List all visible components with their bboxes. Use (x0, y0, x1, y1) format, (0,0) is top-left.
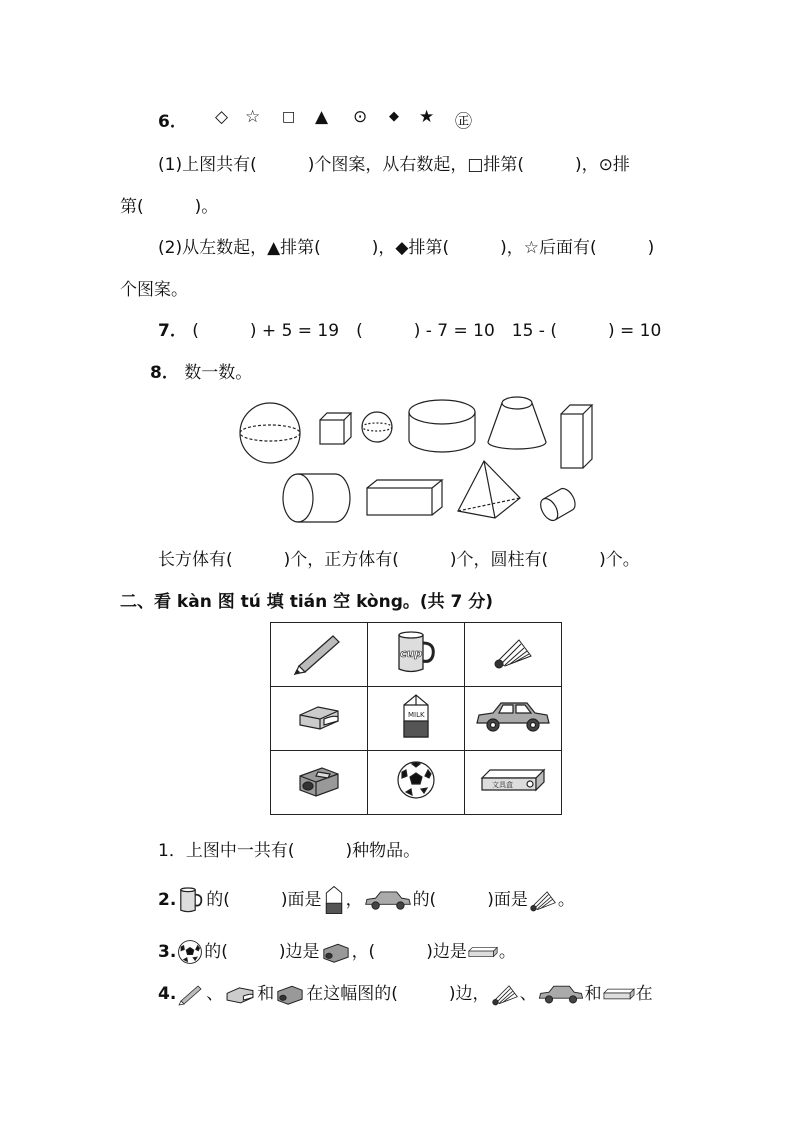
grid-cell-shuttlecock (465, 623, 562, 687)
s2-q3 (158, 932, 516, 972)
pencil-box-icon (602, 986, 636, 1002)
pyramid-shape (458, 461, 520, 518)
cylinder-small-shape (537, 486, 578, 524)
cup-mug-icon (391, 627, 441, 677)
q8-number: 8． (150, 363, 179, 383)
diamond-filled-icon: ◆ (389, 109, 399, 124)
s2-q3-number: 3. (158, 942, 177, 962)
grid-cell-car (465, 687, 562, 751)
s2-q2-text-d: 。 (557, 890, 575, 910)
solid-shapes-figure (230, 390, 600, 530)
s2-q4 (158, 974, 653, 1014)
eraser-icon (294, 699, 344, 733)
grid-cell-milk (368, 687, 465, 751)
circle-dot-icon: ⊙ (353, 107, 368, 127)
pencil-sharpener-icon (320, 939, 352, 965)
grid-cell-eraser (271, 687, 368, 751)
q7-number: 7． (158, 321, 187, 341)
eraser-icon (223, 982, 257, 1006)
diamond-outline-icon: ◇ (215, 107, 229, 127)
q6-part1-line2: 第( )。 (120, 197, 219, 217)
cylinder-horizontal-shape (283, 474, 350, 522)
shuttlecock-icon (490, 981, 520, 1007)
q8-answer: 长方体有( )个，正方体有( )个，圆柱有( )个。 (158, 550, 640, 570)
pencil-sharpener-icon (294, 760, 344, 800)
s2-q4-text-b: 和 (257, 984, 275, 1004)
cup-label: cup (400, 647, 423, 660)
cup-mug-icon (176, 885, 206, 915)
s2-q2-text-c: 的( )面是 (412, 890, 528, 910)
s2-q3-text-c: 。 (498, 942, 516, 962)
objects-grid (270, 622, 562, 815)
s2-q2-text-b: ， (345, 890, 363, 910)
q7-line (158, 316, 661, 341)
triangle-filled-icon: ▲ (315, 107, 329, 127)
s2-q4-number: 4. (158, 984, 177, 1004)
milk-carton-icon (322, 884, 346, 916)
s2-q2-text-a: 的( )面是 (206, 890, 322, 910)
pencil-icon (176, 980, 206, 1008)
q6-number: 6． (158, 112, 187, 132)
s2-q2 (158, 880, 575, 920)
section2-title: 二、看 kàn 图 tú 填 tián 空 kòng。(共 7 分) (120, 592, 494, 612)
sphere-large-shape (240, 403, 300, 463)
q6-part1-line1: (1)上图共有( )个图案，从右数起，□排第( )，⊙排 (158, 155, 630, 175)
pencil-box-icon (467, 944, 499, 960)
shuttlecock-icon (528, 887, 558, 913)
q8-title: 数一数。 (184, 363, 253, 383)
s2-q4-text-f: 在 (635, 984, 653, 1004)
pencil-icon (289, 628, 349, 676)
s2-q4-text-e: 和 (584, 984, 602, 1004)
s2-q4-text-d: 、 (519, 984, 537, 1004)
pencil-box-icon (478, 764, 548, 796)
shuttlecock-icon (491, 634, 535, 670)
cube-small-shape (320, 413, 351, 444)
q6-part2-line1: (2)从左数起，▲排第( )，◆排第( )，☆后面有( ) (158, 238, 655, 258)
milk-carton-icon (398, 691, 434, 741)
pencil-box-label: 文具盒 (492, 781, 513, 789)
grid-cell-sharpener (271, 751, 368, 815)
car-icon (473, 695, 553, 737)
s2-q4-text-c: 在这幅图的( )边， (306, 984, 490, 1004)
car-icon (537, 981, 585, 1007)
s2-q2-number: 2. (158, 890, 177, 910)
s2-q3-text-a: 的( )边是 (204, 942, 320, 962)
q8-line (150, 358, 252, 383)
cuboid-long-shape (367, 480, 442, 515)
pencil-sharpener-icon (274, 981, 306, 1007)
milk-label: MILK (408, 711, 425, 719)
square-outline-icon: □ (282, 109, 296, 125)
s2-q1: 1．上图中一共有( )种物品。 (158, 841, 421, 861)
grid-cell-pencil (271, 623, 368, 687)
grid-cell-cup (368, 623, 465, 687)
s2-q4-text-a: 、 (206, 984, 224, 1004)
grid-cell-ball (368, 751, 465, 815)
car-icon (363, 887, 413, 913)
star-filled-icon: ★ (419, 107, 435, 127)
soccer-ball-icon (394, 758, 438, 802)
star-outline-icon: ☆ (245, 107, 261, 127)
cylinder-wide-shape (409, 400, 475, 452)
cuboid-tall-shape (561, 405, 592, 468)
q6-part2-line2: 个图案。 (120, 280, 188, 300)
sphere-small-shape (362, 412, 392, 442)
grid-cell-pencil-box (465, 751, 562, 815)
circled-zheng-icon: ㊣ (455, 112, 472, 132)
q7-equations: ( ) + 5 = 19 ( ) - 7 = 10 15 - ( ) = 10 (192, 321, 662, 341)
soccer-ball-icon (176, 938, 204, 966)
s2-q3-text-b: ，( )边是 (351, 942, 467, 962)
frustum-shape (488, 397, 546, 449)
